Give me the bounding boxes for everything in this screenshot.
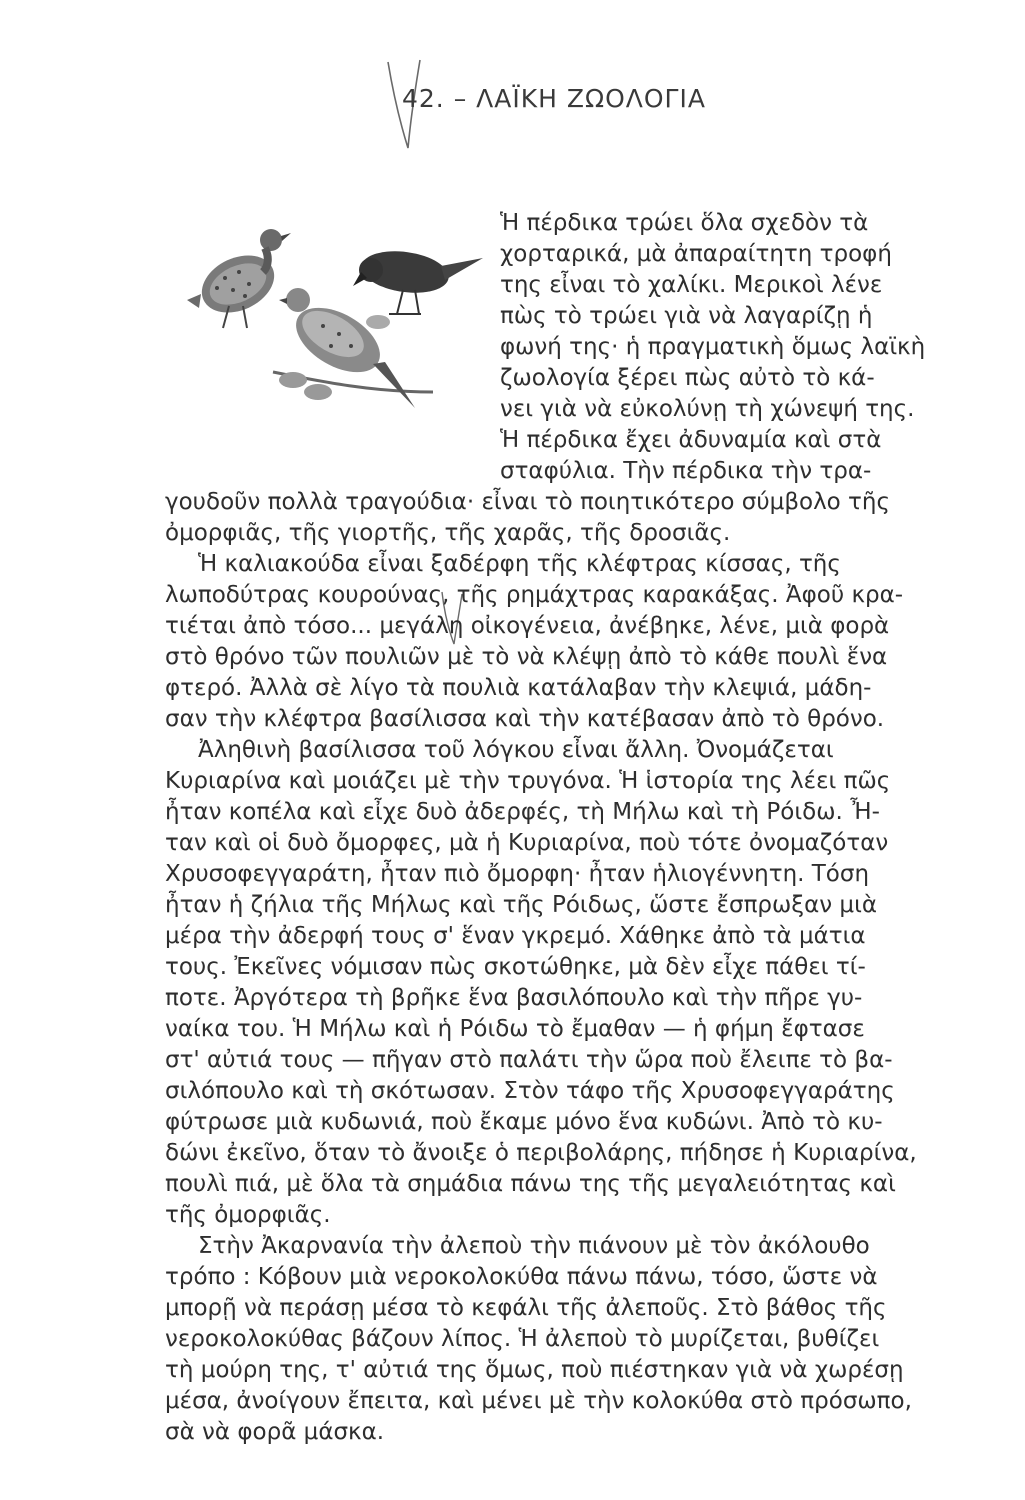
text-line-9: σταφύλια. Τὴν πέρδικα τὴν τρα- xyxy=(500,458,872,484)
text-line-13: λωποδύτρας κουρούνας, τῆς ρημάχτρας καρακάξας. Ἀφοῦ κρα- xyxy=(165,582,904,608)
birds-illustration-icon xyxy=(183,222,503,422)
jackdaw-icon xyxy=(353,246,483,314)
text-line-29: σιλόπουλο καὶ τὴ σκότωσαν. Στὸν τάφο τῆς Χρυσοφεγγαράτης xyxy=(165,1078,895,1104)
text-line-5: φωνή της· ἡ πραγματικὴ ὅμως λαϊκὴ xyxy=(500,334,926,360)
chapter-title: 42. – ΛΑΪΚΗ ΖΩΟΛΟΓΙΑ xyxy=(402,84,706,113)
text-line-1: Ἡ πέρδικα τρώει ὅλα σχεδὸν τὰ xyxy=(500,210,869,236)
text-line-21: ταν καὶ οἱ δυὸ ὄμορφες, μὰ ἡ Κυριαρίνα, ποὺ τότε ὀνομαζόταν xyxy=(165,830,889,856)
text-line-26: ποτε. Ἀργότερα τὴ βρῆκε ἕνα βασιλόπουλο καὶ τὴν πῆρε γυ- xyxy=(165,985,863,1011)
text-line-10: γουδοῦν πολλὰ τραγούδια· εἶναι τὸ ποιητικότερο σύμβολο τῆς xyxy=(165,489,890,515)
text-line-20: ἦταν κοπέλα καὶ εἶχε δυὸ ἀδερφές, τὴ Μήλω καὶ τὴ Ρόιδω. Ἦ- xyxy=(165,799,880,825)
text-line-11: ὀμορφιᾶς, τῆς γιορτῆς, τῆς χαρᾶς, τῆς δροσιᾶς. xyxy=(165,520,731,546)
text-line-31: δώνι ἐκεῖνο, ὅταν τὸ ἄνοιξε ὁ περιβολάρης, πήδησε ἡ Κυριαρίνα, xyxy=(165,1140,917,1166)
text-line-38: τὴ μούρη της, τ' αὐτιά της ὅμως, ποὺ πιέστηκαν γιὰ νὰ χωρέσῃ xyxy=(165,1357,904,1383)
text-line-2: χορταρικά, μὰ ἀπαραίτητη τροφή xyxy=(500,241,892,267)
turtle-dove-icon xyxy=(273,288,433,408)
text-line-30: φύτρωσε μιὰ κυδωνιά, ποὺ ἔκαμε μόνο ἕνα κυδώνι. Ἀπὸ τὸ κυ- xyxy=(165,1109,883,1135)
text-line-14: τιέται ἀπὸ τόσο... μεγάλη οἰκογένεια, ἀνέβηκε, λένε, μιὰ φορὰ xyxy=(165,613,890,639)
text-line-7: νει γιὰ νὰ εὐκολύνῃ τὴ χώνεψή της. xyxy=(500,396,915,422)
text-line-15: στὸ θρόνο τῶν πουλιῶν μὲ τὸ νὰ κλέψῃ ἀπὸ τὸ κάθε πουλὶ ἕνα xyxy=(165,644,888,670)
text-line-3: της εἶναι τὸ χαλίκι. Μερικοὶ λένε xyxy=(500,272,883,298)
text-line-16: φτερό. Ἀλλὰ σὲ λίγο τὰ πουλιὰ κατάλαβαν τὴν κλεψιά, μάδη- xyxy=(165,675,872,701)
text-line-8: Ἡ πέρδικα ἔχει ἀδυναμία καὶ στὰ xyxy=(500,427,882,453)
text-line-28: στ' αὐτιά τους — πῆγαν στὸ παλάτι τὴν ὥρα ποὺ ἔλειπε τὸ βα- xyxy=(165,1047,893,1073)
text-line-37: νεροκολοκύθας βάζουν λίπος. Ἡ ἀλεποὺ τὸ μυρίζεται, βυθίζει xyxy=(165,1326,880,1352)
text-line-24: μέρα τὴν ἀδερφή τους σ' ἕναν γκρεμό. Χάθηκε ἀπὸ τὰ μάτια xyxy=(165,923,866,949)
text-line-35: τρόπο : Κόβουν μιὰ νεροκολοκύθα πάνω πάνω, τόσο, ὥστε νὰ xyxy=(165,1264,878,1290)
text-line-25: τους. Ἐκεῖνες νόμισαν πὼς σκοτώθηκε, μὰ δὲν εἶχε πάθει τί- xyxy=(165,954,866,980)
text-line-27: ναίκα του. Ἡ Μήλω καὶ ἡ Ρόιδω τὸ ἔμαθαν — ἡ φήμη ἔφτασε xyxy=(165,1016,865,1042)
text-line-36: μπορῇ νὰ περάσῃ μέσα τὸ κεφάλι τῆς ἀλεποῦς. Στὸ βάθος τῆς xyxy=(165,1295,887,1321)
text-line-4: πὼς τὸ τρώει γιὰ νὰ λαγαρίζῃ ἡ xyxy=(500,303,873,329)
text-line-17: σαν τὴν κλέφτρα βασίλισσα καὶ τὴν κατέβασαν ἀπὸ τὸ θρόνο. xyxy=(165,706,885,732)
text-line-22: Χρυσοφεγγαράτη, ἦταν πιὸ ὄμορφη· ἦταν ἡλιογέννητη. Τόση xyxy=(165,861,870,887)
text-line-32: πουλὶ πιά, μὲ ὅλα τὰ σημάδια πάνω της τῆς μεγαλειότητας καὶ xyxy=(165,1171,896,1197)
text-line-6: ζωολογία ξέρει πὼς αὐτὸ τὸ κά- xyxy=(500,365,875,391)
text-line-19: Κυριαρίνα καὶ μοιάζει μὲ τὴν τρυγόνα. Ἡ ἱστορία της λέει πῶς xyxy=(165,768,891,794)
text-line-23: ἦταν ἡ ζήλια τῆς Μήλως καὶ τῆς Ρόιδως, ὥστε ἔσπρωξαν μιὰ xyxy=(165,892,878,918)
text-line-34: Στὴν Ἀκαρνανία τὴν ἀλεποὺ τὴν πιάνουν μὲ τὸν ἀκόλουθο xyxy=(198,1233,870,1259)
partridge-icon xyxy=(187,229,291,328)
text-line-33: τῆς ὀμορφιᾶς. xyxy=(165,1202,331,1228)
text-line-12: Ἡ καλιακούδα εἶναι ξαδέρφη τῆς κλέφτρας κίσσας, τῆς xyxy=(198,551,841,577)
text-line-18: Ἀληθινὴ βασίλισσα τοῦ λόγκου εἶναι ἄλλη. Ὀνομάζεται xyxy=(198,737,834,763)
text-line-39: μέσα, ἀνοίγουν ἔπειτα, καὶ μένει μὲ τὴν κολοκύθα στὸ πρόσωπο, xyxy=(165,1388,912,1414)
text-line-40: σὰ νὰ φορᾶ μάσκα. xyxy=(165,1419,385,1445)
